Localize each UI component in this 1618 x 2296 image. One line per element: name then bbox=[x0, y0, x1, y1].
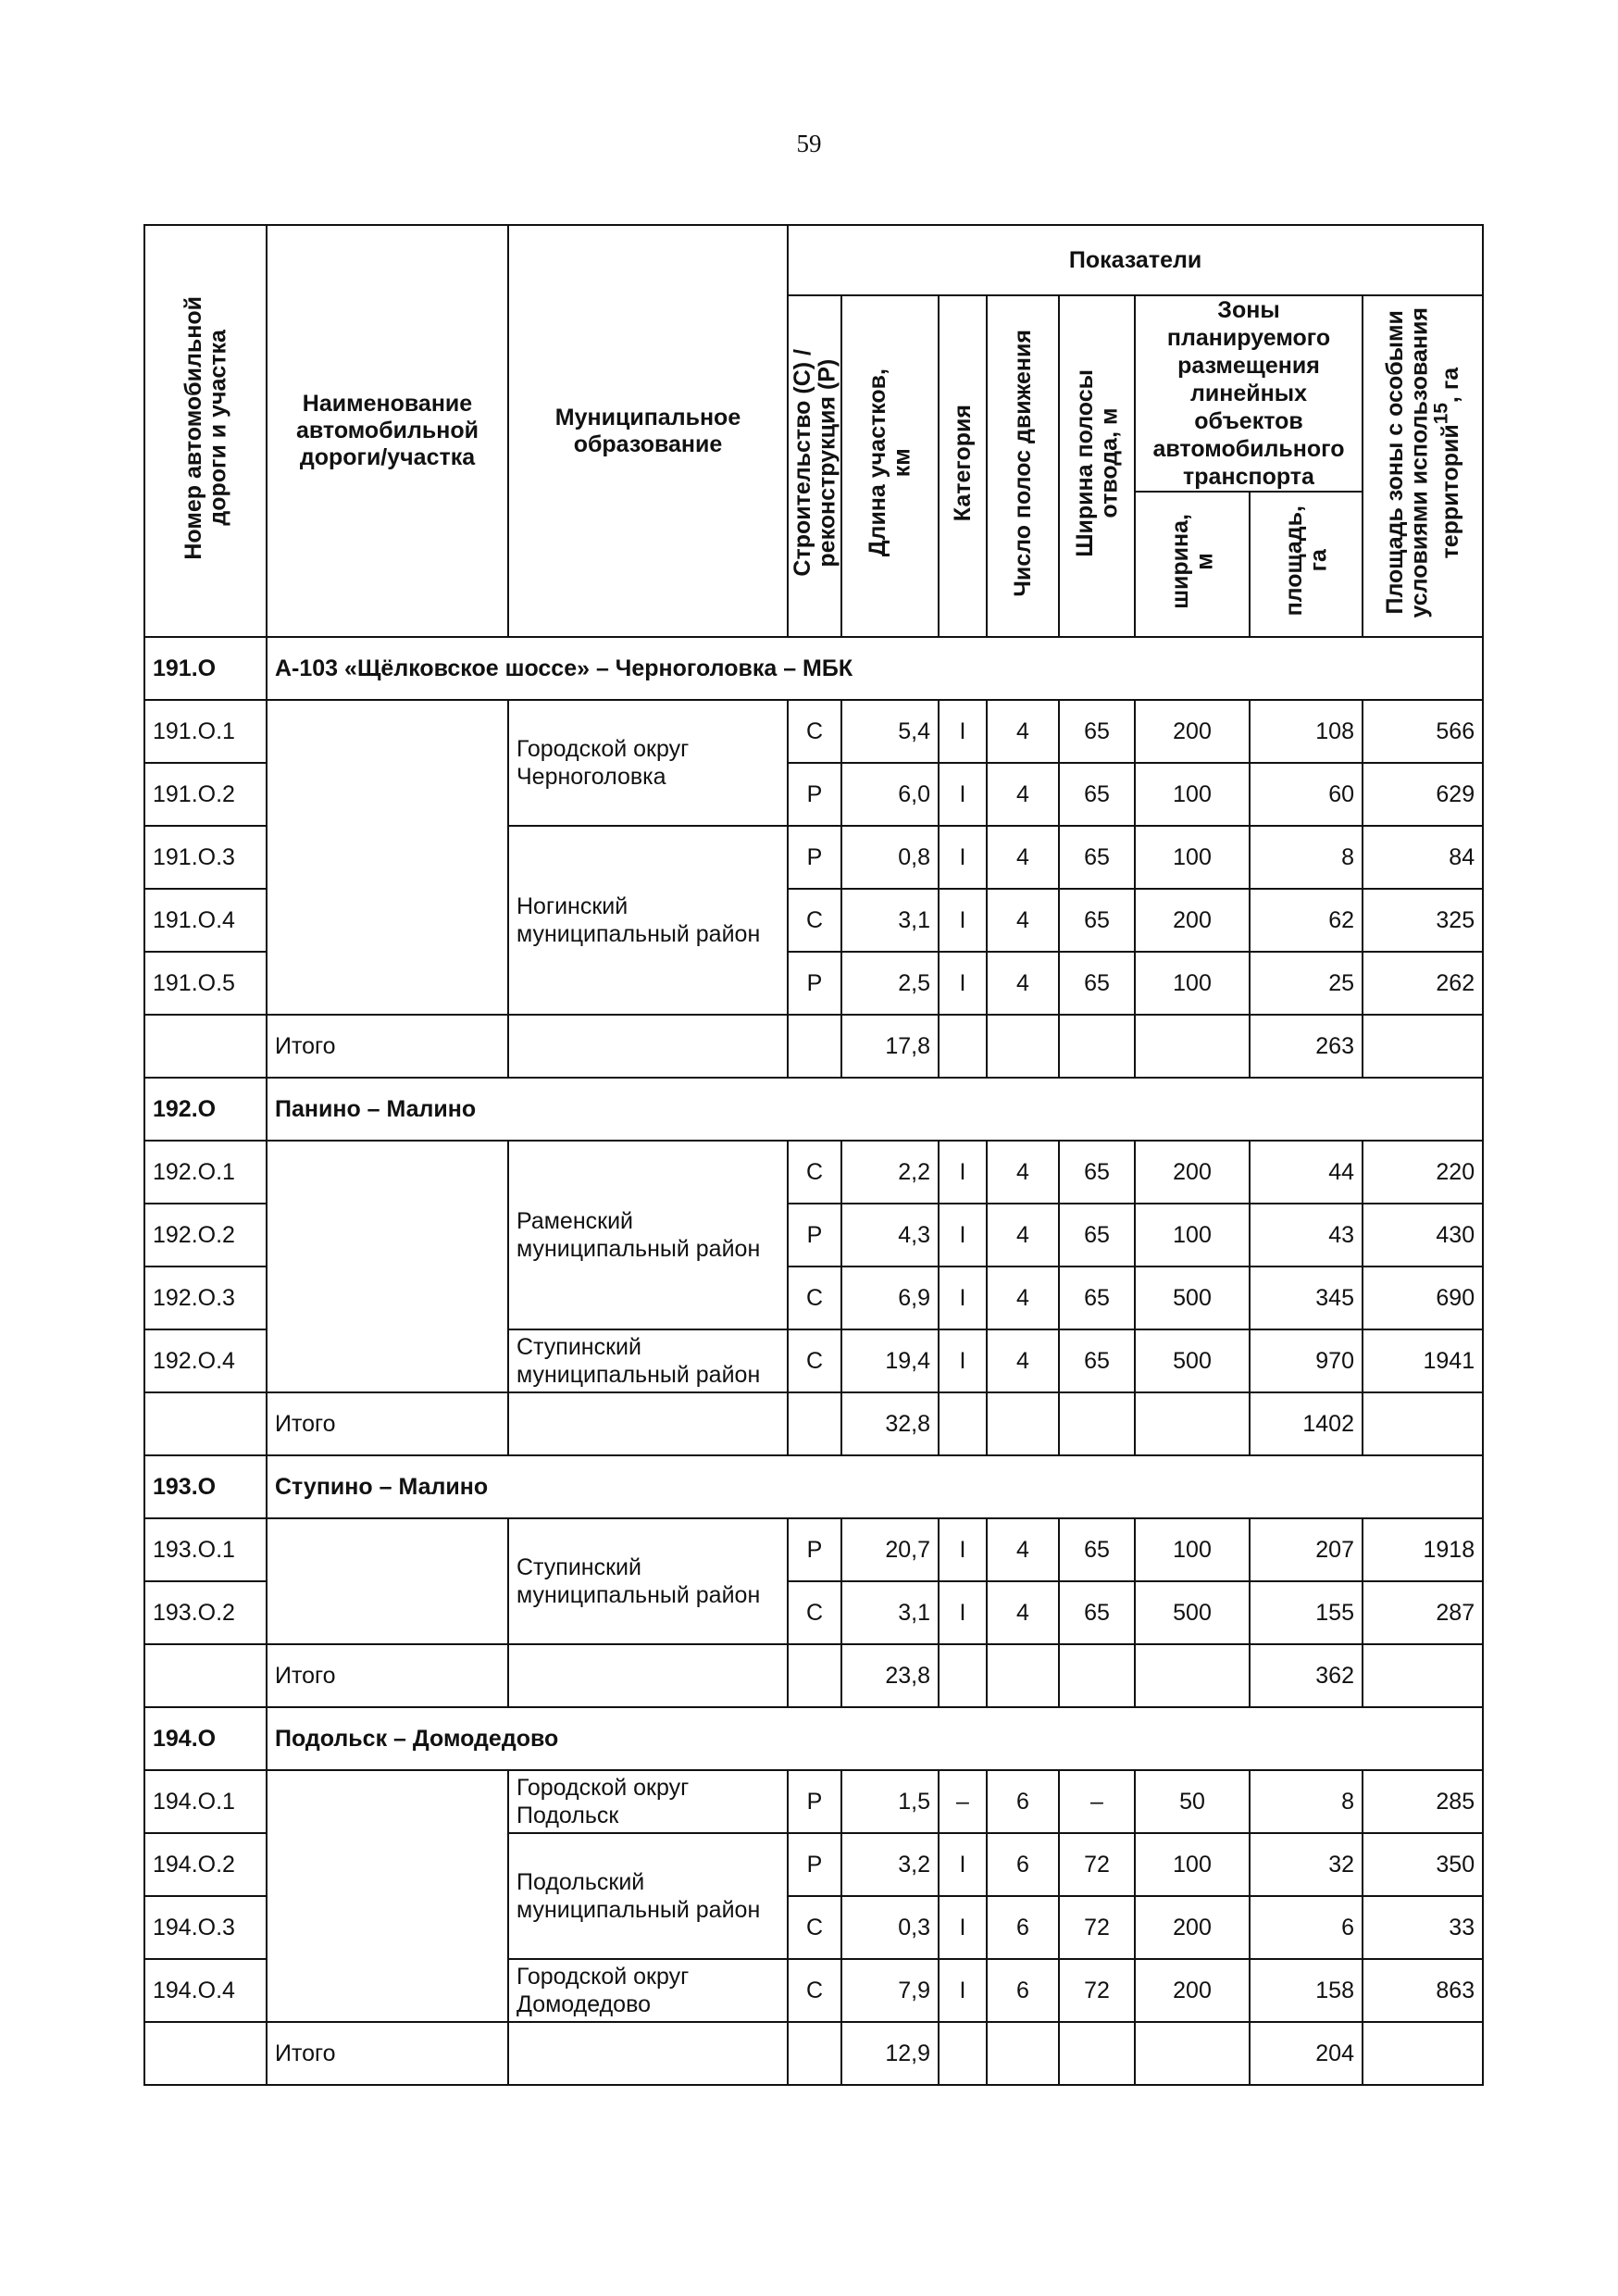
zone-area: 970 bbox=[1250, 1329, 1363, 1392]
row-width: – bbox=[1059, 1770, 1135, 1833]
total-zone-area: 204 bbox=[1250, 2022, 1363, 2085]
length-km: 4,3 bbox=[841, 1204, 939, 1267]
zone-area: 6 bbox=[1250, 1896, 1363, 1959]
total-empty bbox=[987, 1392, 1059, 1455]
total-zone-area: 1402 bbox=[1250, 1392, 1363, 1455]
construction-type: Р bbox=[788, 826, 841, 889]
group-name: Подольск – Домодедово bbox=[267, 1707, 1483, 1770]
lanes: 6 bbox=[987, 1959, 1059, 2022]
length-km: 0,8 bbox=[841, 826, 939, 889]
special-area: 325 bbox=[1363, 889, 1483, 952]
segment-name-empty bbox=[267, 1141, 508, 1392]
length-km: 3,2 bbox=[841, 1833, 939, 1896]
category: I bbox=[939, 1267, 987, 1329]
header-zone-area: площадь, га bbox=[1250, 492, 1363, 637]
segment-code: 192.О.3 bbox=[144, 1267, 267, 1329]
total-empty bbox=[939, 1644, 987, 1707]
zone-area: 158 bbox=[1250, 1959, 1363, 2022]
length-km: 19,4 bbox=[841, 1329, 939, 1392]
row-width: 72 bbox=[1059, 1833, 1135, 1896]
zone-width: 100 bbox=[1135, 826, 1250, 889]
group-row bbox=[144, 637, 1483, 700]
lanes: 4 bbox=[987, 1329, 1059, 1392]
category: I bbox=[939, 1833, 987, 1896]
municipality-line: Домодедово bbox=[517, 1991, 651, 2017]
row-width: 72 bbox=[1059, 1896, 1135, 1959]
group-row bbox=[144, 1078, 1483, 1141]
segment-code: 194.О.1 bbox=[144, 1770, 267, 1833]
table-row bbox=[144, 1770, 1483, 1833]
segment-code: 192.О.1 bbox=[144, 1141, 267, 1204]
header-zones: Зоны планируемого размещения линейных объектов автомобильного транспорта bbox=[1135, 295, 1363, 492]
row-width: 65 bbox=[1059, 1329, 1135, 1392]
category: – bbox=[939, 1770, 987, 1833]
lanes: 4 bbox=[987, 889, 1059, 952]
row-width: 72 bbox=[1059, 1959, 1135, 2022]
header-municipality: Муниципальное образование bbox=[508, 225, 788, 637]
segment-name-empty bbox=[267, 1518, 508, 1644]
lanes: 4 bbox=[987, 763, 1059, 826]
total-empty bbox=[939, 1392, 987, 1455]
lanes: 4 bbox=[987, 700, 1059, 763]
category: I bbox=[939, 763, 987, 826]
total-length: 12,9 bbox=[841, 2022, 939, 2085]
length-km: 6,0 bbox=[841, 763, 939, 826]
total-empty bbox=[987, 1644, 1059, 1707]
length-km: 0,3 bbox=[841, 1896, 939, 1959]
municipality-cell bbox=[508, 1329, 788, 1392]
table-row bbox=[144, 1141, 1483, 1204]
length-km: 3,1 bbox=[841, 889, 939, 952]
municipality-line: муниципальный район bbox=[517, 1582, 761, 1608]
group-code: 194.О bbox=[144, 1707, 267, 1770]
total-zone-area: 362 bbox=[1250, 1644, 1363, 1707]
zone-width: 100 bbox=[1135, 952, 1250, 1015]
segment-code: 192.О.4 bbox=[144, 1329, 267, 1392]
total-row bbox=[144, 1644, 1483, 1707]
total-empty bbox=[939, 1015, 987, 1078]
total-zone-area: 263 bbox=[1250, 1015, 1363, 1078]
total-empty bbox=[939, 2022, 987, 2085]
header-lanes: Число полос движения bbox=[987, 295, 1059, 637]
total-type-empty bbox=[788, 1015, 841, 1078]
special-area: 287 bbox=[1363, 1581, 1483, 1644]
total-empty bbox=[1135, 1392, 1250, 1455]
length-km: 6,9 bbox=[841, 1267, 939, 1329]
lanes: 4 bbox=[987, 1204, 1059, 1267]
municipality-line: Ступинский bbox=[517, 1554, 641, 1580]
total-row bbox=[144, 1392, 1483, 1455]
municipality-line: муниципальный район bbox=[517, 1236, 761, 1262]
zone-width: 100 bbox=[1135, 1518, 1250, 1581]
group-code: 191.О bbox=[144, 637, 267, 700]
length-km: 2,2 bbox=[841, 1141, 939, 1204]
total-municipality-empty bbox=[508, 1392, 788, 1455]
table-row bbox=[144, 1518, 1483, 1581]
zone-width: 500 bbox=[1135, 1581, 1250, 1644]
special-area: 1918 bbox=[1363, 1518, 1483, 1581]
municipality-line: муниципальный район bbox=[517, 921, 761, 947]
total-special-empty bbox=[1363, 1644, 1483, 1707]
zone-width: 200 bbox=[1135, 1896, 1250, 1959]
total-special-empty bbox=[1363, 1392, 1483, 1455]
construction-type: Р bbox=[788, 1833, 841, 1896]
construction-type: С bbox=[788, 1141, 841, 1204]
row-width: 65 bbox=[1059, 1267, 1135, 1329]
category: I bbox=[939, 1959, 987, 2022]
municipality-cell bbox=[508, 1770, 788, 1833]
zone-area: 60 bbox=[1250, 763, 1363, 826]
municipality-line: Городской округ bbox=[517, 1775, 690, 1801]
total-empty bbox=[987, 1015, 1059, 1078]
length-km: 2,5 bbox=[841, 952, 939, 1015]
category: I bbox=[939, 1896, 987, 1959]
zone-area: 44 bbox=[1250, 1141, 1363, 1204]
total-label: Итого bbox=[267, 1644, 508, 1707]
zone-width: 200 bbox=[1135, 889, 1250, 952]
group-code: 193.О bbox=[144, 1455, 267, 1518]
total-empty bbox=[1059, 1392, 1135, 1455]
total-municipality-empty bbox=[508, 2022, 788, 2085]
table-body bbox=[144, 637, 1483, 2085]
total-type-empty bbox=[788, 2022, 841, 2085]
zone-width: 200 bbox=[1135, 700, 1250, 763]
total-code-empty bbox=[144, 2022, 267, 2085]
segment-code: 191.О.5 bbox=[144, 952, 267, 1015]
special-area: 220 bbox=[1363, 1141, 1483, 1204]
zone-width: 50 bbox=[1135, 1770, 1250, 1833]
lanes: 4 bbox=[987, 1518, 1059, 1581]
zone-width: 100 bbox=[1135, 1833, 1250, 1896]
category: I bbox=[939, 826, 987, 889]
construction-type: С bbox=[788, 1581, 841, 1644]
total-length: 32,8 bbox=[841, 1392, 939, 1455]
zone-area: 345 bbox=[1250, 1267, 1363, 1329]
total-length: 23,8 bbox=[841, 1644, 939, 1707]
total-type-empty bbox=[788, 1392, 841, 1455]
municipality-cell bbox=[508, 1141, 788, 1329]
construction-type: С bbox=[788, 1267, 841, 1329]
construction-type: С bbox=[788, 700, 841, 763]
zone-width: 100 bbox=[1135, 763, 1250, 826]
zone-area: 207 bbox=[1250, 1518, 1363, 1581]
segment-code: 191.О.3 bbox=[144, 826, 267, 889]
category: I bbox=[939, 889, 987, 952]
zone-area: 108 bbox=[1250, 700, 1363, 763]
segment-code: 194.О.4 bbox=[144, 1959, 267, 2022]
total-empty bbox=[1135, 1644, 1250, 1707]
construction-type: С bbox=[788, 1329, 841, 1392]
municipality-line: Ступинский bbox=[517, 1334, 641, 1360]
special-area: 863 bbox=[1363, 1959, 1483, 2022]
total-code-empty bbox=[144, 1644, 267, 1707]
municipality-line: Раменский bbox=[517, 1208, 634, 1234]
group-row bbox=[144, 1707, 1483, 1770]
row-width: 65 bbox=[1059, 1204, 1135, 1267]
construction-type: Р bbox=[788, 952, 841, 1015]
construction-type: Р bbox=[788, 1770, 841, 1833]
page-number: 59 bbox=[796, 130, 822, 157]
municipality-line: Подольский bbox=[517, 1869, 645, 1895]
row-width: 65 bbox=[1059, 952, 1135, 1015]
special-area: 285 bbox=[1363, 1770, 1483, 1833]
total-empty bbox=[1135, 2022, 1250, 2085]
municipality-line: муниципальный район bbox=[517, 1362, 761, 1388]
segment-code: 193.О.1 bbox=[144, 1518, 267, 1581]
total-empty bbox=[1059, 1644, 1135, 1707]
segment-code: 192.О.2 bbox=[144, 1204, 267, 1267]
segment-code: 194.О.3 bbox=[144, 1896, 267, 1959]
lanes: 4 bbox=[987, 1581, 1059, 1644]
special-area: 84 bbox=[1363, 826, 1483, 889]
header-zone-width: ширина, м bbox=[1135, 492, 1250, 637]
category: I bbox=[939, 1518, 987, 1581]
total-empty bbox=[987, 2022, 1059, 2085]
zone-width: 200 bbox=[1135, 1959, 1250, 2022]
municipality-line: Городской округ bbox=[517, 736, 690, 762]
segment-code: 191.О.1 bbox=[144, 700, 267, 763]
category: I bbox=[939, 1329, 987, 1392]
municipality-cell bbox=[508, 1959, 788, 2022]
total-code-empty bbox=[144, 1392, 267, 1455]
lanes: 6 bbox=[987, 1896, 1059, 1959]
category: I bbox=[939, 1204, 987, 1267]
total-label: Итого bbox=[267, 1015, 508, 1078]
total-special-empty bbox=[1363, 2022, 1483, 2085]
group-name: Ступино – Малино bbox=[267, 1455, 1483, 1518]
total-label: Итого bbox=[267, 2022, 508, 2085]
total-row bbox=[144, 1015, 1483, 1078]
header-length: Длина участков, км bbox=[841, 295, 939, 637]
municipality-line: Ногинский bbox=[517, 893, 629, 919]
group-row bbox=[144, 1455, 1483, 1518]
municipality-cell bbox=[508, 826, 788, 1015]
zone-area: 25 bbox=[1250, 952, 1363, 1015]
row-width: 65 bbox=[1059, 1141, 1135, 1204]
special-area: 350 bbox=[1363, 1833, 1483, 1896]
construction-type: Р bbox=[788, 1204, 841, 1267]
zone-area: 155 bbox=[1250, 1581, 1363, 1644]
row-width: 65 bbox=[1059, 1581, 1135, 1644]
special-area: 629 bbox=[1363, 763, 1483, 826]
zone-area: 43 bbox=[1250, 1204, 1363, 1267]
municipality-line: Подольск bbox=[517, 1803, 619, 1828]
total-code-empty bbox=[144, 1015, 267, 1078]
municipality-cell bbox=[508, 1833, 788, 1959]
construction-type: Р bbox=[788, 1518, 841, 1581]
category: I bbox=[939, 1141, 987, 1204]
header-special-area: Площадь зоны с особыми условиями использования территорий$^{15}$, га bbox=[1363, 295, 1483, 637]
zone-area: 8 bbox=[1250, 826, 1363, 889]
header-construction: Строительство (С) / реконструкция (Р) bbox=[788, 295, 841, 637]
length-km: 5,4 bbox=[841, 700, 939, 763]
construction-type: С bbox=[788, 1896, 841, 1959]
row-width: 65 bbox=[1059, 826, 1135, 889]
zone-width: 500 bbox=[1135, 1267, 1250, 1329]
total-empty bbox=[1059, 2022, 1135, 2085]
total-length: 17,8 bbox=[841, 1015, 939, 1078]
total-municipality-empty bbox=[508, 1644, 788, 1707]
construction-type: С bbox=[788, 889, 841, 952]
roads-table bbox=[143, 224, 1484, 2086]
municipality-line: муниципальный район bbox=[517, 1897, 761, 1923]
header-row-width: Ширина полосы отвода, м bbox=[1059, 295, 1135, 637]
construction-type: Р bbox=[788, 763, 841, 826]
special-area: 262 bbox=[1363, 952, 1483, 1015]
segment-code: 194.О.2 bbox=[144, 1833, 267, 1896]
special-area: 430 bbox=[1363, 1204, 1483, 1267]
zone-area: 62 bbox=[1250, 889, 1363, 952]
header-indicators: Показатели bbox=[788, 225, 1483, 295]
row-width: 65 bbox=[1059, 1518, 1135, 1581]
zone-area: 32 bbox=[1250, 1833, 1363, 1896]
special-area: 690 bbox=[1363, 1267, 1483, 1329]
row-width: 65 bbox=[1059, 763, 1135, 826]
special-area: 33 bbox=[1363, 1896, 1483, 1959]
municipality-cell bbox=[508, 700, 788, 826]
lanes: 4 bbox=[987, 952, 1059, 1015]
row-width: 65 bbox=[1059, 700, 1135, 763]
header-category: Категория bbox=[939, 295, 987, 637]
municipality-line: Черноголовка bbox=[517, 764, 666, 790]
total-special-empty bbox=[1363, 1015, 1483, 1078]
header-road-name: Наименование автомобильной дороги/участка bbox=[267, 225, 508, 637]
group-name: А-103 «Щёлковское шоссе» – Черноголовка – МБК bbox=[267, 637, 1483, 700]
lanes: 6 bbox=[987, 1770, 1059, 1833]
total-row bbox=[144, 2022, 1483, 2085]
total-empty bbox=[1135, 1015, 1250, 1078]
category: I bbox=[939, 952, 987, 1015]
length-km: 3,1 bbox=[841, 1581, 939, 1644]
zone-width: 100 bbox=[1135, 1204, 1250, 1267]
total-municipality-empty bbox=[508, 1015, 788, 1078]
table-row bbox=[144, 700, 1483, 763]
lanes: 4 bbox=[987, 1267, 1059, 1329]
category: I bbox=[939, 700, 987, 763]
zone-area: 8 bbox=[1250, 1770, 1363, 1833]
table-header bbox=[144, 225, 1483, 637]
total-label: Итого bbox=[267, 1392, 508, 1455]
municipality-cell bbox=[508, 1518, 788, 1644]
length-km: 7,9 bbox=[841, 1959, 939, 2022]
total-empty bbox=[1059, 1015, 1135, 1078]
segment-name-empty bbox=[267, 700, 508, 1015]
lanes: 4 bbox=[987, 826, 1059, 889]
category: I bbox=[939, 1581, 987, 1644]
lanes: 4 bbox=[987, 1141, 1059, 1204]
total-type-empty bbox=[788, 1644, 841, 1707]
segment-code: 191.О.2 bbox=[144, 763, 267, 826]
zone-width: 200 bbox=[1135, 1141, 1250, 1204]
group-name: Панино – Малино bbox=[267, 1078, 1483, 1141]
special-area: 1941 bbox=[1363, 1329, 1483, 1392]
construction-type: С bbox=[788, 1959, 841, 2022]
header-road-number: Номер автомобильной дороги и участка bbox=[144, 225, 267, 637]
row-width: 65 bbox=[1059, 889, 1135, 952]
municipality-line: Городской округ bbox=[517, 1964, 690, 1990]
length-km: 20,7 bbox=[841, 1518, 939, 1581]
segment-code: 193.О.2 bbox=[144, 1581, 267, 1644]
zone-width: 500 bbox=[1135, 1329, 1250, 1392]
length-km: 1,5 bbox=[841, 1770, 939, 1833]
group-code: 192.О bbox=[144, 1078, 267, 1141]
lanes: 6 bbox=[987, 1833, 1059, 1896]
special-area: 566 bbox=[1363, 700, 1483, 763]
segment-code: 191.О.4 bbox=[144, 889, 267, 952]
segment-name-empty bbox=[267, 1770, 508, 2022]
